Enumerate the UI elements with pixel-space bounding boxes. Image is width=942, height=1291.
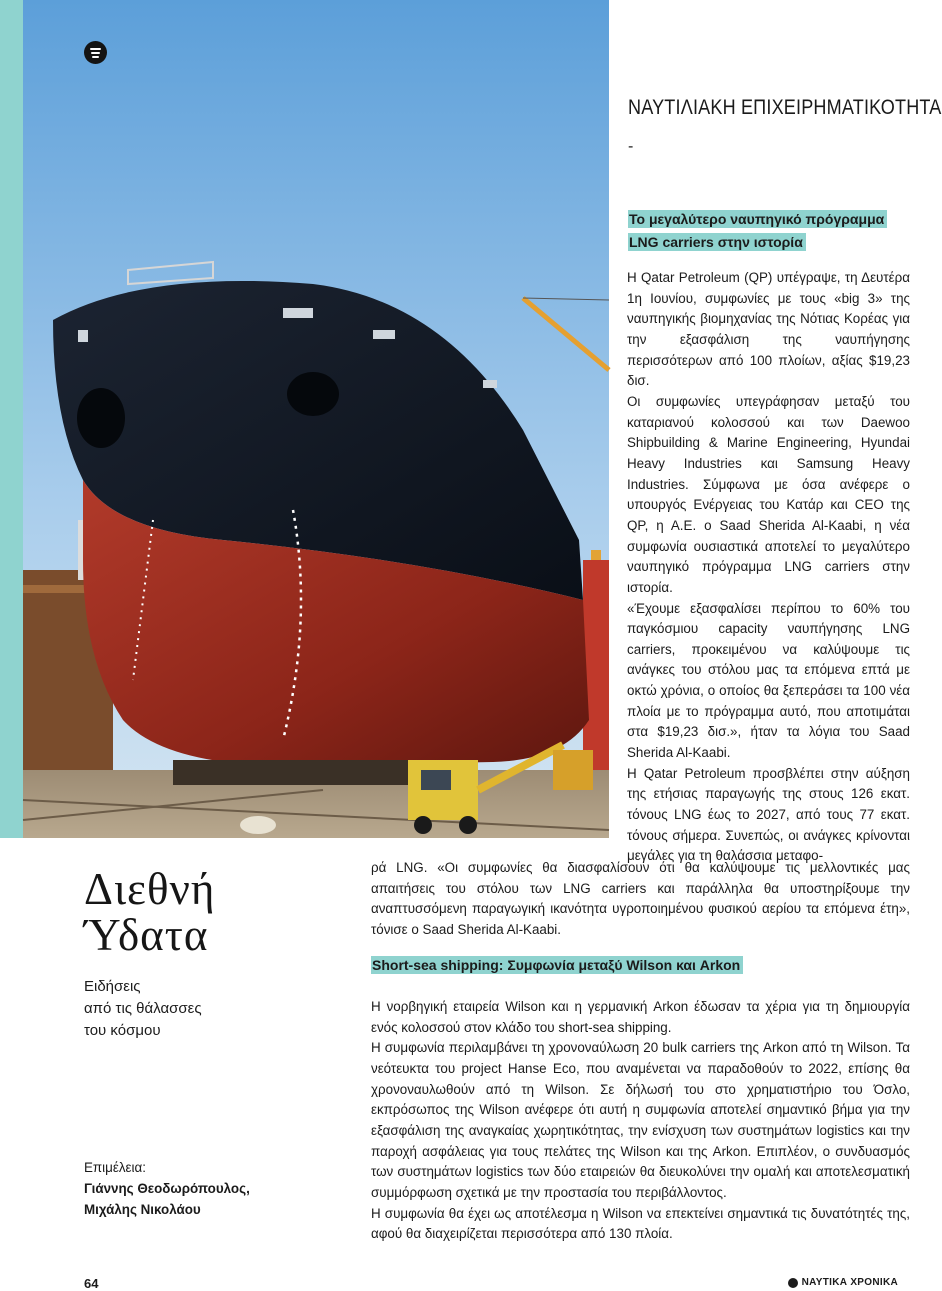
subtitle-line3: του κόσμου — [84, 1022, 161, 1039]
menu-icon[interactable] — [84, 41, 107, 64]
credits-name-2: Μιχάλης Νικολάου — [84, 1202, 201, 1217]
page-title — [84, 866, 215, 958]
article2-paragraph-2: Η συμφωνία περιλαμβάνει τη χρονοναύλωση 20 bulk carriers της Arkon από τη Wilson. Τα νεότευκτα του project Hanse Eco, που αναμένεται να παραδοθούν το 2022, επίσης θα χρονοναυλωθούν από τη Wilson. Σε δήλωσή του στο χρηματιστήριο του Όσλο, εκπρόσωπος της Wilson ανέφερε ότι αυτή η συμφωνία αποτελεί σημαντικό βήμα για την εξασφάλιση της αναγκαίας χωρητικότητας, την ενίσχυση των συστημάτων logistics και την παροχή ασφάλειας για τους πελάτες της Wilson και της Arkon. Επιπλέον, ο συνδυασμός των συστημάτων logistics των δύο εταιρειών θα διευκολύνει την ομαλή και αποτελεσματική συμμόρφωση σχετικά με την προστασία του περιβάλλοντος. — [371, 1040, 910, 1200]
page-title-line2: Ύδατα — [84, 910, 209, 960]
credits-label: Επιμέλεια: — [84, 1160, 146, 1175]
subtitle-line2: από τις θάλασσες — [84, 1000, 202, 1017]
accent-side-bar — [0, 0, 23, 838]
article2-body — [371, 997, 910, 1245]
section-title: ΝΑΥΤΙΛΙΑΚΗ ΕΠΙΧΕΙΡΗΜΑΤΙΚΟΤΗΤΑ — [628, 96, 942, 119]
brand-name: ΝΑΥΤΙΚΑ ΧΡΟΝΙΚΑ — [801, 1277, 898, 1288]
page-subtitle — [84, 976, 202, 1042]
page-title-line1: Διεθνή — [84, 864, 216, 914]
article1-paragraph-2: Οι συμφωνίες υπεγράφησαν μεταξύ του καταριανού κολοσσού και των Daewoo Shipbuilding & Marine Engineering, Hyundai Heavy Industries και Samsung Heavy Industries. Σύμφωνα με όσα ανέφερε ο υπουργός Ενέργειας του Κατάρ και CEO της QP, η Α.Ε. ο Saad Sherida Al-Kaabi, η νέα συμφωνία ουσιαστικά αποτελεί το μεγαλύτερο ναυπηγικό πρόγραμμα LNG carriers στην ιστορία. — [627, 393, 910, 595]
article1-paragraph-4: Η Qatar Petroleum προσβλέπει στην αύξηση της ετήσιας παραγωγής της στους 126 εκατ. τόνους LNG έως το 2027, από τους 77 εκατ. τόνους σήμερα. Συνεπώς, οι ανάγκες κρίνονται μεγάλες για τη θαλάσσια μεταφο- — [627, 765, 910, 864]
credits — [84, 1157, 250, 1220]
article1-paragraph-1: Η Qatar Petroleum (QP) υπέγραψε, τη Δευτέρα 1η Ιουνίου, συμφωνίες με τους «big 3» της ναυπηγικής βιομηχανίας της Νότιας Κορέας για την εξασφάλιση της ναυπήγησης περισσότερων από 100 πλοίων, αξίας $19,23 δισ. — [627, 270, 910, 389]
credits-name-1: Γιάννης Θεοδωρόπουλος, — [84, 1181, 250, 1196]
page-number: 64 — [84, 1276, 99, 1291]
article1-continuation — [371, 858, 910, 941]
article2-heading-block — [371, 957, 743, 975]
footer-brand — [788, 1277, 898, 1288]
article1-heading: Το μεγαλύτερο ναυπηγικό πρόγραμμα LNG carriers στην ιστορία — [628, 210, 887, 251]
article1-column — [627, 268, 910, 867]
section-dash: - — [628, 138, 634, 155]
article1-paragraph-3: «Έχουμε εξασφαλίσει περίπου το 60% του παγκόσμιου capacity ναυπήγησης LNG carriers, προκειμένου να καλύψουμε τις ανάγκες του στόλου μας τα επόμενα επτά με οκτώ χρόνια, ο οποίος θα ξεπεράσει τα 100 νέα πλοία με το πρόγραμμα αυτό, που αποτιμάται στα $19,23 δισ.», ήταν τα λόγια του Saad Sherida Al-Kaabi. — [627, 600, 910, 761]
menu-line — [91, 52, 100, 54]
article1-heading-block — [628, 208, 908, 254]
article2-paragraph-3: Η συμφωνία θα έχει ως αποτέλεσμα η Wilson να επεκτείνει σημαντικά τις δυνατότητές της, αφού θα διαχειρίζεται περισσότερα από 130 πλοία. — [371, 1205, 910, 1242]
ship-photo — [23, 0, 609, 838]
menu-line — [90, 48, 101, 50]
subtitle-line1: Ειδήσεις — [84, 978, 141, 995]
article2-heading: Short-sea shipping: Συμφωνία μεταξύ Wilson και Arkon — [371, 956, 743, 974]
brand-logo-icon — [788, 1278, 798, 1288]
article1-paragraph-4-cont: ρά LNG. «Οι συμφωνίες θα διασφαλίσουν ότι θα καλύψουμε τις μελλοντικές μας απαιτήσεις του στόλου των LNG carriers και παράλληλα θα υποστηρίξουμε την αναπτυσσόμενη παραγωγική ικανότητα υγροποιημένου φυσικού αερίου τα επόμενα έτη», τόνισε ο Saad Sherida Al-Kaabi. — [371, 860, 910, 937]
menu-line — [92, 56, 99, 58]
article2-paragraph-1: Η νορβηγική εταιρεία Wilson και η γερμανική Arkon έδωσαν τα χέρια για τη δημιουργία ενός κολοσσού στον κλάδο του short-sea shipping. — [371, 999, 910, 1035]
